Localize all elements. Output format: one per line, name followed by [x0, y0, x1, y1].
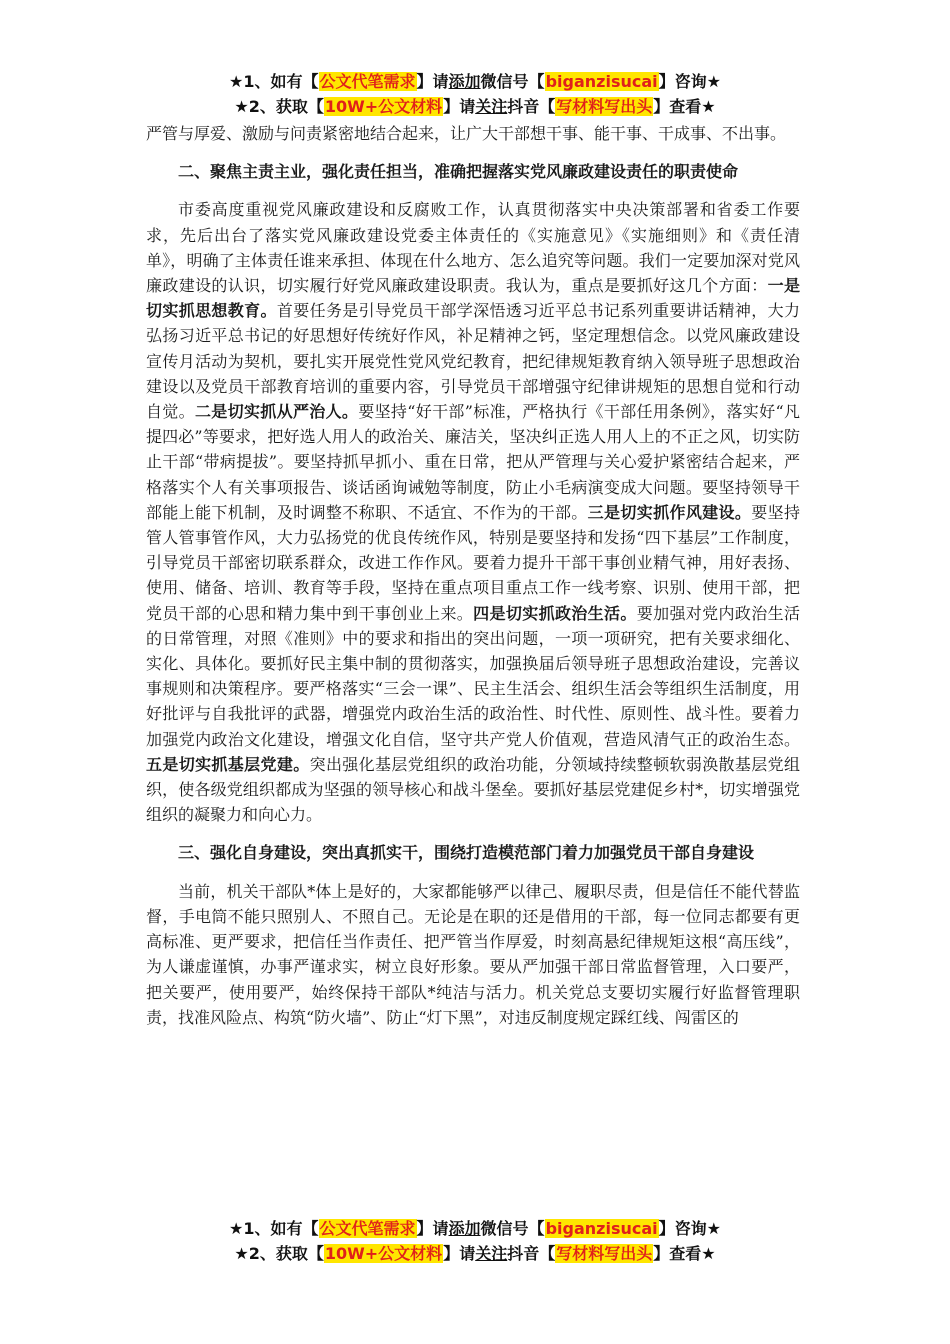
highlight-materials: 10W+公文材料 [324, 97, 443, 116]
header-banner-line-1: ★1、如有【公文代笔需求】请添加微信号【biganzisucai】咨询★ [229, 72, 721, 91]
highlight-wechat-id: biganzisucai [545, 1219, 658, 1238]
section-heading-3: 三、强化自身建设，突出真抓实干，围绕打造模范部门着力加强党员干部自身建设 [178, 843, 755, 863]
highlight-materials: 10W+公文材料 [324, 1244, 443, 1263]
paragraph-section-3: 当前，机关干部队*体上是好的，大家都能够严以律己、履职尽责，但是信任不能代替监督，手电筒不能只照别人、不照自己。无论是在职的还是借用的干部，每一位同志都要有更高标准、更严要求，把信任当作责任、把严管当作厚爱，时刻高悬纪律规矩这根“高压线”，为人谦虚谨慎，办事严谨求实，树立良好形象。要从严加强干部日常监督管理，入口要严，把关要严，使用要严，始终保持干部队*纯洁与活力。机关党总支要切实履行好监督管理职责，找准风险点、构筑“防火墙”、防止“灯下黑”，对违反制度规定踩红线、闯雷区的 [146, 881, 800, 1027]
header-banner-line-2: ★2、获取【10W+公文材料】请关注抖音【写材料写出头】查看★ [234, 97, 716, 116]
paragraph-continued: 严管与厚爱、激励与问责紧密地结合起来，让广大干部想干事、能干事、干成事、不出事。 [146, 124, 787, 143]
highlight-wechat-id: biganzisucai [545, 72, 658, 91]
highlight-douyin: 写材料写出头 [556, 1244, 653, 1263]
highlight-douyin: 写材料写出头 [556, 97, 653, 116]
highlight-ghostwriting: 公文代笔需求 [319, 1219, 416, 1238]
footer-banner-line-1: ★1、如有【公文代笔需求】请添加微信号【biganzisucai】咨询★ [229, 1219, 721, 1238]
document-body [146, 121, 800, 1030]
footer-banner-line-2: ★2、获取【10W+公文材料】请关注抖音【写材料写出头】查看★ [234, 1244, 716, 1263]
paragraph-section-2: 市委高度重视党风廉政建设和反腐败工作，认真贯彻落实中央决策部署和省委工作要求，先后出台了落实党风廉政建设党委主体责任的《实施意见》《实施细则》和《责任清单》，明确了主体责任谁来承担、体现在什么地方、怎么追究等问题。我们一定要加深对党风廉政建设的认识，切实履行好党风廉政建设职责。我认为，重点是要抓好这几个方面：一是切实抓思想教育。首要任务是引导党员干部学深悟透习近平总书记系列重要讲话精神，大力弘扬习近平总书记的好思想好传统好作风，补足精神之钙，坚定理想信念。以党风廉政建设宣传月活动为契机，要扎实开展党性党风党纪教育，把纪律规矩教育纳入领导班子思想政治建设以及党员干部教育培训的重要内容，引导党员干部增强守纪律讲规矩的思想自觉和行动自觉。二是切实抓从严治人。要坚持“好干部”标准，严格执行《干部任用条例》，落实好“凡提四必”等要求，把好选人用人的政治关、廉洁关，坚决纠正选人用人上的不正之风，切实防止干部“带病提拔”。要坚持抓早抓小、重在日常，把从严管理与关心爱护紧密结合起来，严格落实个人有关事项报告、谈话函询诫勉等制度，防止小毛病演变成大问题。要坚持领导干部能上能下机制，及时调整不称职、不适宜、不作为的干部。三是切实抓作风建设。要坚持管人管事管作风，大力弘扬党的优良传统作风，特别是要坚持和发扬“四下基层”工作制度，引导党员干部密切联系群众，改进工作作风。要着力提升干部干事创业精气神，用好表扬、使用、储备、培训、教育等手段，坚持在重点项目重点工作一线考察、识别、使用干部，把党员干部的心思和精力集中到干事创业上来。四是切实抓政治生活。要加强对党内政治生活的日常管理，对照《准则》中的要求和指出的突出问题，一项一项研究，把有关要求细化、实化、具体化。要抓好民主集中制的贯彻落实，加强换届后领导班子思想政治建设，完善议事规则和决策程序。要严格落实“三会一课”、民主生活会、组织生活会等组织生活制度，用好批评与自我批评的武器，增强党内政治生活的政治性、时代性、原则性、战斗性。要着力加强党内政治文化建设，增强文化自信，坚守共产党人价值观，营造风清气正的政治生态。五是切实抓基层党建。突出强化基层党组织的政治功能，分领域持续整顿软弱涣散基层党组织，使各级党组织都成为坚强的领导核心和战斗堡垒。要抓好基层党建促乡村*，切实增强党组织的凝聚力和向心力。 [146, 200, 800, 825]
highlight-ghostwriting: 公文代笔需求 [319, 72, 416, 91]
section-heading-2: 二、聚焦主责主业，强化责任担当，准确把握落实党风廉政建设责任的职责使命 [178, 162, 739, 182]
